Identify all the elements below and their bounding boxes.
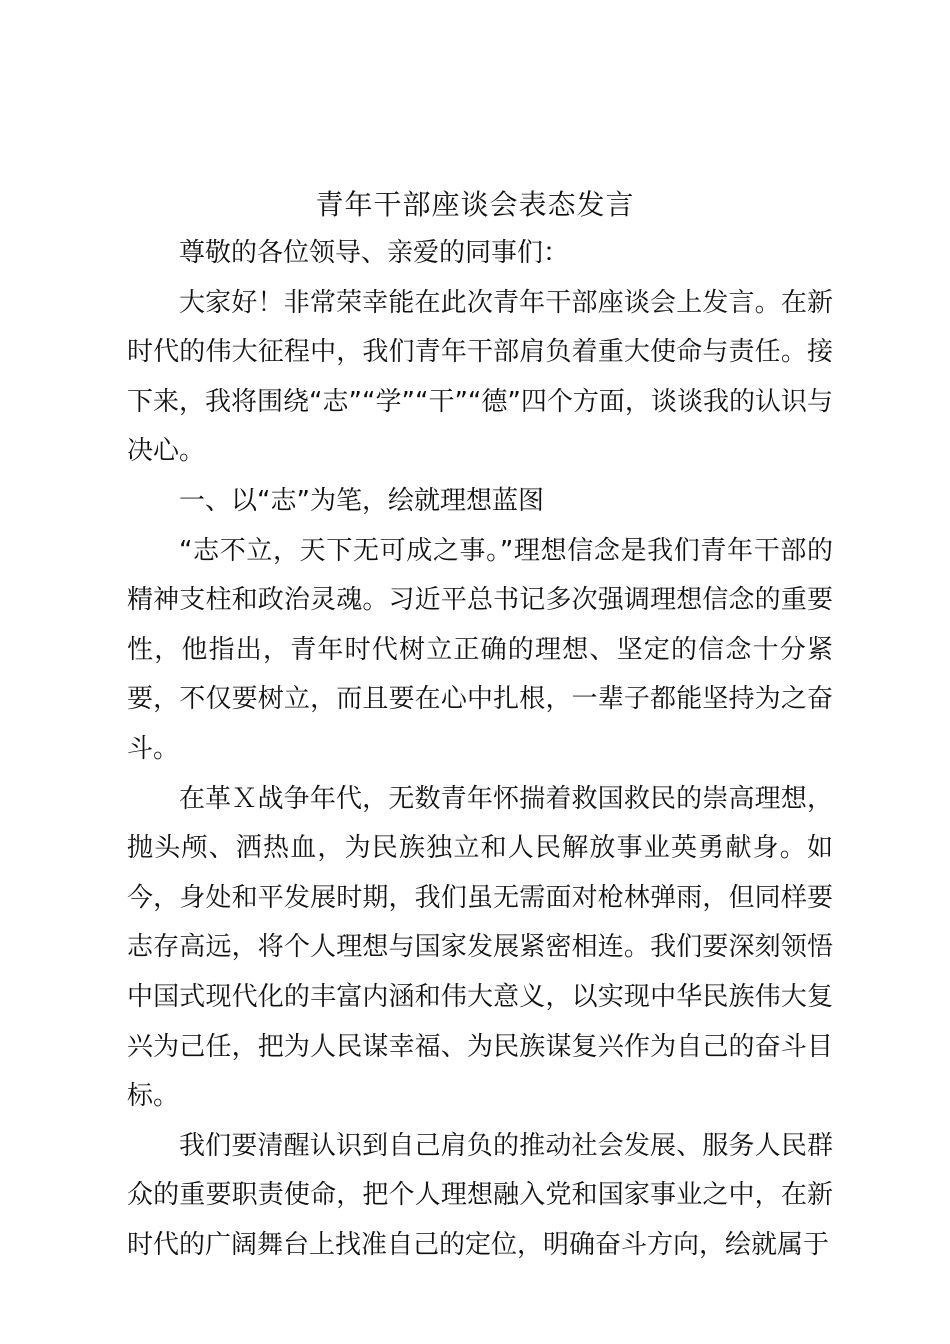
paragraph-intro: 大家好！非常荣幸能在此次青年干部座谈会上发言。在新时代的伟大征程中，我们青年干部肩负着重大使命与责任。接下来，我将围绕“志”“学”“干”“德”四个方面，谈谈我的认识与决心。	[127, 287, 833, 467]
document-body	[127, 229, 833, 1270]
paragraph-mission: 我们要清醒认识到自己肩负的推动社会发展、服务人民群众的重要职责使命，把个人理想融入党和国家事业之中，在新时代的广阔舞台上找准自己的定位，明确奋斗方向，绘就属于	[127, 1130, 833, 1260]
paragraph-history: 在革Ｘ战争年代，无数青年怀揣着救国救民的崇高理想，抛头颅、洒热血，为民族独立和人民解放事业英勇献身。如今，身处和平发展时期，我们虽无需面对枪林弹雨，但同样要志存高远，将个人理想与国家发展紧密相连。我们要深刻领悟中国式现代化的丰富内涵和伟大意义，以实现中华民族伟大复兴为己任，把为人民谋幸福、为民族谋复兴作为自己的奋斗目标。	[127, 783, 833, 1112]
section-heading: 一、以“志”为笔，绘就理想蓝图	[179, 485, 544, 516]
salutation: 尊敬的各位领导、亲爱的同事们：	[179, 238, 570, 268]
document-title: 青年干部座谈会表态发言	[315, 188, 635, 221]
paragraph-ideals: “志不立，天下无可成之事。”理想信念是我们青年干部的精神支柱和政治灵魂。习近平总书记多次强调理想信念的重要性，他指出，青年时代树立正确的理想、坚定的信念十分紧要，不仅要树立，而且要在心中扎根，一辈子都能坚持为之奋斗。	[127, 535, 833, 764]
